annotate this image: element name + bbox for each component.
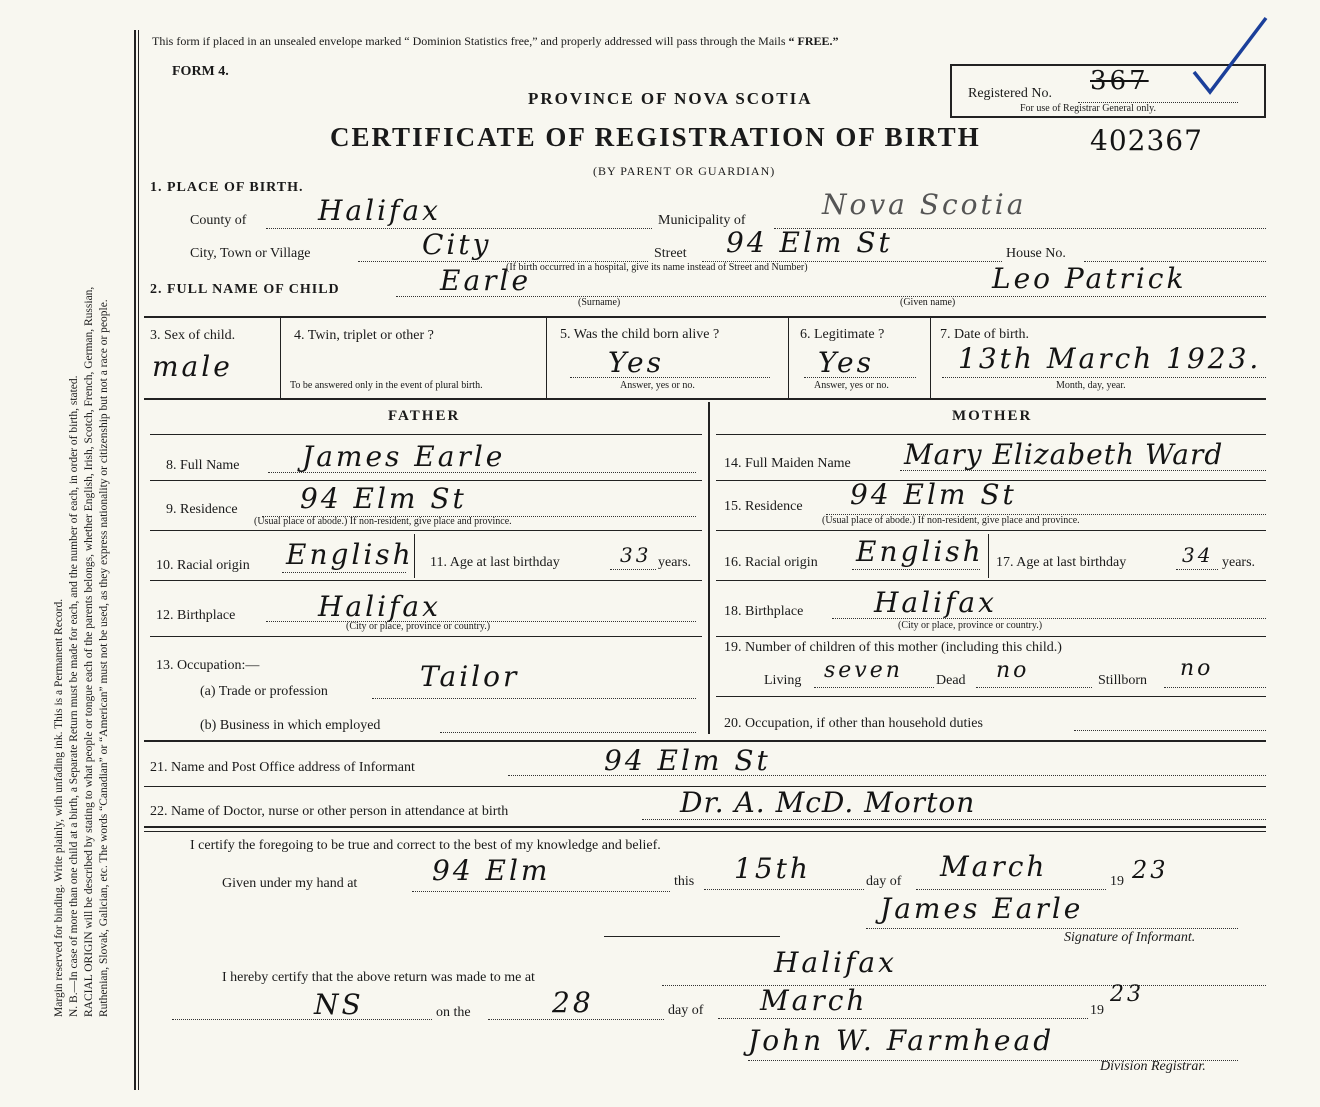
- margin-line-3: RACIAL ORIGIN will be described by stating to what people or tongue each of the parents belongs, whether English, Irish, Scotch, French, German, Russian,: [83, 286, 95, 1017]
- county-value: Halifax: [318, 194, 441, 227]
- certificate-subtitle: (BY PARENT OR GUARDIAN): [593, 164, 776, 178]
- mother-age: 34: [1182, 543, 1214, 567]
- margin-rule-2: [138, 30, 139, 1090]
- mother-occupation-label: 20. Occupation, if other than household duties: [724, 716, 983, 731]
- registered-note: For use of Registrar General only.: [1020, 103, 1156, 114]
- stillborn-value: no: [1180, 656, 1214, 681]
- legitimate-value: Yes: [818, 346, 874, 379]
- father-name: James Earle: [302, 440, 506, 473]
- house-label: House No.: [1006, 246, 1066, 261]
- mother-birthplace: Halifax: [874, 586, 997, 619]
- father-race-label: 10. Racial origin: [156, 558, 250, 573]
- father-heading: FATHER: [388, 408, 461, 424]
- father-residence-note: (Usual place of abode.) If non-resident, give place and province.: [254, 516, 512, 527]
- sex-label: 3. Sex of child.: [150, 328, 236, 343]
- twin-label: 4. Twin, triplet or other ?: [294, 328, 434, 343]
- mail-note-text: This form if placed in an unsealed envelope marked “ Dominion Statistics free,” and properly addressed will pass through the Mails: [152, 34, 786, 48]
- registrar-signature: John W. Farmhead: [748, 1024, 1055, 1057]
- child-name-label: 2. FULL NAME OF CHILD: [150, 282, 340, 297]
- on-label: on the: [436, 1005, 471, 1020]
- margin-line-2: N. B.—In case of more than one child at a birth, a Separate Return must be made for each, and the number of each, in order of birth, stated.: [68, 375, 80, 1017]
- margin-line-4: Ruthenian, Slovak, Galician, etc. The words “Canadian” or “American” must not be used, as they express nationality or citizenship but not a race or people.: [98, 299, 110, 1017]
- municipality-label: Municipality of: [658, 213, 746, 228]
- doctor-value: Dr. A. McD. Morton: [680, 786, 976, 819]
- father-age: 33: [620, 543, 652, 567]
- registrar-year: 23: [1110, 982, 1144, 1007]
- sex-value: male: [152, 350, 233, 383]
- alive-label: 5. Was the child born alive ?: [560, 327, 720, 342]
- registrar-text: I hereby certify that the above return was made to me at: [222, 970, 535, 985]
- certify-day: 15th: [734, 852, 811, 885]
- certify-text: I certify the foregoing to be true and correct to the best of my knowledge and belief.: [190, 838, 661, 853]
- mother-residence-label: 15. Residence: [724, 499, 803, 514]
- father-trade: Tailor: [420, 660, 520, 693]
- mother-race: English: [856, 535, 984, 568]
- informant-signature: James Earle: [880, 892, 1084, 925]
- street-value: 94 Elm St: [726, 226, 893, 259]
- registrar-place: Halifax: [774, 946, 897, 979]
- child-surname: Earle: [440, 264, 532, 297]
- alive-note: Answer, yes or no.: [620, 380, 695, 391]
- surname-note: (Surname): [578, 297, 621, 308]
- mother-residence: 94 Elm St: [850, 478, 1017, 511]
- mail-note: [152, 34, 839, 49]
- form-number: FORM 4.: [172, 64, 229, 79]
- informant-label: 21. Name and Post Office address of Informant: [150, 760, 415, 775]
- place-heading: 1. PLACE OF BIRTH.: [150, 180, 304, 195]
- father-trade-label: (a) Trade or profession: [200, 684, 328, 699]
- mail-note-free: “ FREE.”: [788, 34, 839, 48]
- dob-note: Month, day, year.: [1056, 380, 1126, 391]
- legitimate-note: Answer, yes or no.: [814, 380, 889, 391]
- mother-residence-note: (Usual place of abode.) If non-resident, give place and province.: [822, 515, 1080, 526]
- mother-birthplace-label: 18. Birthplace: [724, 604, 804, 619]
- city-value: City: [422, 228, 492, 261]
- mother-race-label: 16. Racial origin: [724, 555, 818, 570]
- father-years: years.: [658, 555, 692, 570]
- city-label: City, Town or Village: [190, 246, 311, 261]
- dead-label: Dead: [936, 673, 966, 688]
- municipality-value: Nova Scotia: [822, 188, 1027, 221]
- mother-years: years.: [1222, 555, 1256, 570]
- certify-year: 23: [1132, 856, 1169, 884]
- given-label: Given under my hand at: [222, 876, 358, 891]
- legitimate-label: 6. Legitimate ?: [800, 327, 885, 342]
- dead-value: no: [996, 658, 1030, 683]
- father-birthplace: Halifax: [318, 590, 441, 623]
- county-label: County of: [190, 213, 247, 228]
- mother-heading: MOTHER: [952, 408, 1033, 424]
- margin-rule: [134, 30, 136, 1090]
- father-business-label: (b) Business in which employed: [200, 718, 381, 733]
- registrar-label: Division Registrar.: [1100, 1059, 1206, 1074]
- informant-value: 94 Elm St: [604, 744, 771, 777]
- child-given-name: Leo Patrick: [992, 262, 1187, 295]
- given-note: (Given name): [900, 297, 956, 308]
- father-name-label: 8. Full Name: [166, 458, 240, 473]
- checkmark-icon: [1190, 14, 1270, 96]
- father-birthplace-note: (City or place, province or country.): [346, 621, 491, 632]
- registrar-day: 28: [552, 986, 594, 1019]
- registrar-place-2: NS: [314, 988, 364, 1021]
- registrar-year-prefix: 19: [1090, 1003, 1104, 1018]
- margin-instructions: [52, 0, 112, 1017]
- father-occupation-label: 13. Occupation:—: [156, 658, 260, 673]
- living-label: Living: [764, 673, 802, 688]
- street-label: Street: [654, 246, 687, 261]
- dayof-label: day of: [866, 874, 902, 889]
- stillborn-label: Stillborn: [1098, 673, 1148, 688]
- father-age-label: 11. Age at last birthday: [430, 555, 560, 570]
- registrar-dayof-label: day of: [668, 1003, 704, 1018]
- father-residence: 94 Elm St: [300, 482, 467, 515]
- alive-value: Yes: [608, 346, 664, 379]
- mother-name-label: 14. Full Maiden Name: [724, 456, 851, 471]
- province-title: PROVINCE OF NOVA SCOTIA: [528, 89, 813, 108]
- dob-value: 13th March 1923.: [958, 342, 1262, 375]
- certificate-number: 402367: [1090, 124, 1203, 157]
- registrar-month: March: [760, 984, 868, 1017]
- mother-age-label: 17. Age at last birthday: [996, 555, 1127, 570]
- given-at-value: 94 Elm: [432, 854, 551, 887]
- doctor-label: 22. Name of Doctor, nurse or other person in attendance at birth: [150, 804, 509, 819]
- mother-name: Mary Elizabeth Ward: [904, 438, 1224, 471]
- registered-label: Registered No.: [968, 86, 1052, 101]
- twin-note: To be answered only in the event of plural birth.: [290, 380, 483, 391]
- certify-month: March: [940, 850, 1048, 883]
- father-race: English: [286, 538, 414, 571]
- mother-children-label: 19. Number of children of this mother (including this child.): [724, 640, 1062, 655]
- living-value: seven: [824, 658, 903, 683]
- registered-number: 367: [1090, 66, 1149, 96]
- father-residence-label: 9. Residence: [166, 502, 238, 517]
- certify-year-prefix: 19: [1110, 874, 1124, 889]
- hospital-note: (If birth occurred in a hospital, give its name instead of Street and Number): [506, 262, 808, 273]
- dob-label: 7. Date of birth.: [940, 327, 1030, 342]
- this-label: this: [674, 874, 695, 889]
- certificate-title: CERTIFICATE OF REGISTRATION OF BIRTH: [330, 122, 981, 152]
- father-birthplace-label: 12. Birthplace: [156, 608, 236, 623]
- mother-birthplace-note: (City or place, province or country.): [898, 620, 1043, 631]
- margin-line-1: Margin reserved for binding. Write plainly, with unfading ink. This is a Permanent Record.: [53, 598, 65, 1017]
- signature-label: Signature of Informant.: [1064, 930, 1196, 945]
